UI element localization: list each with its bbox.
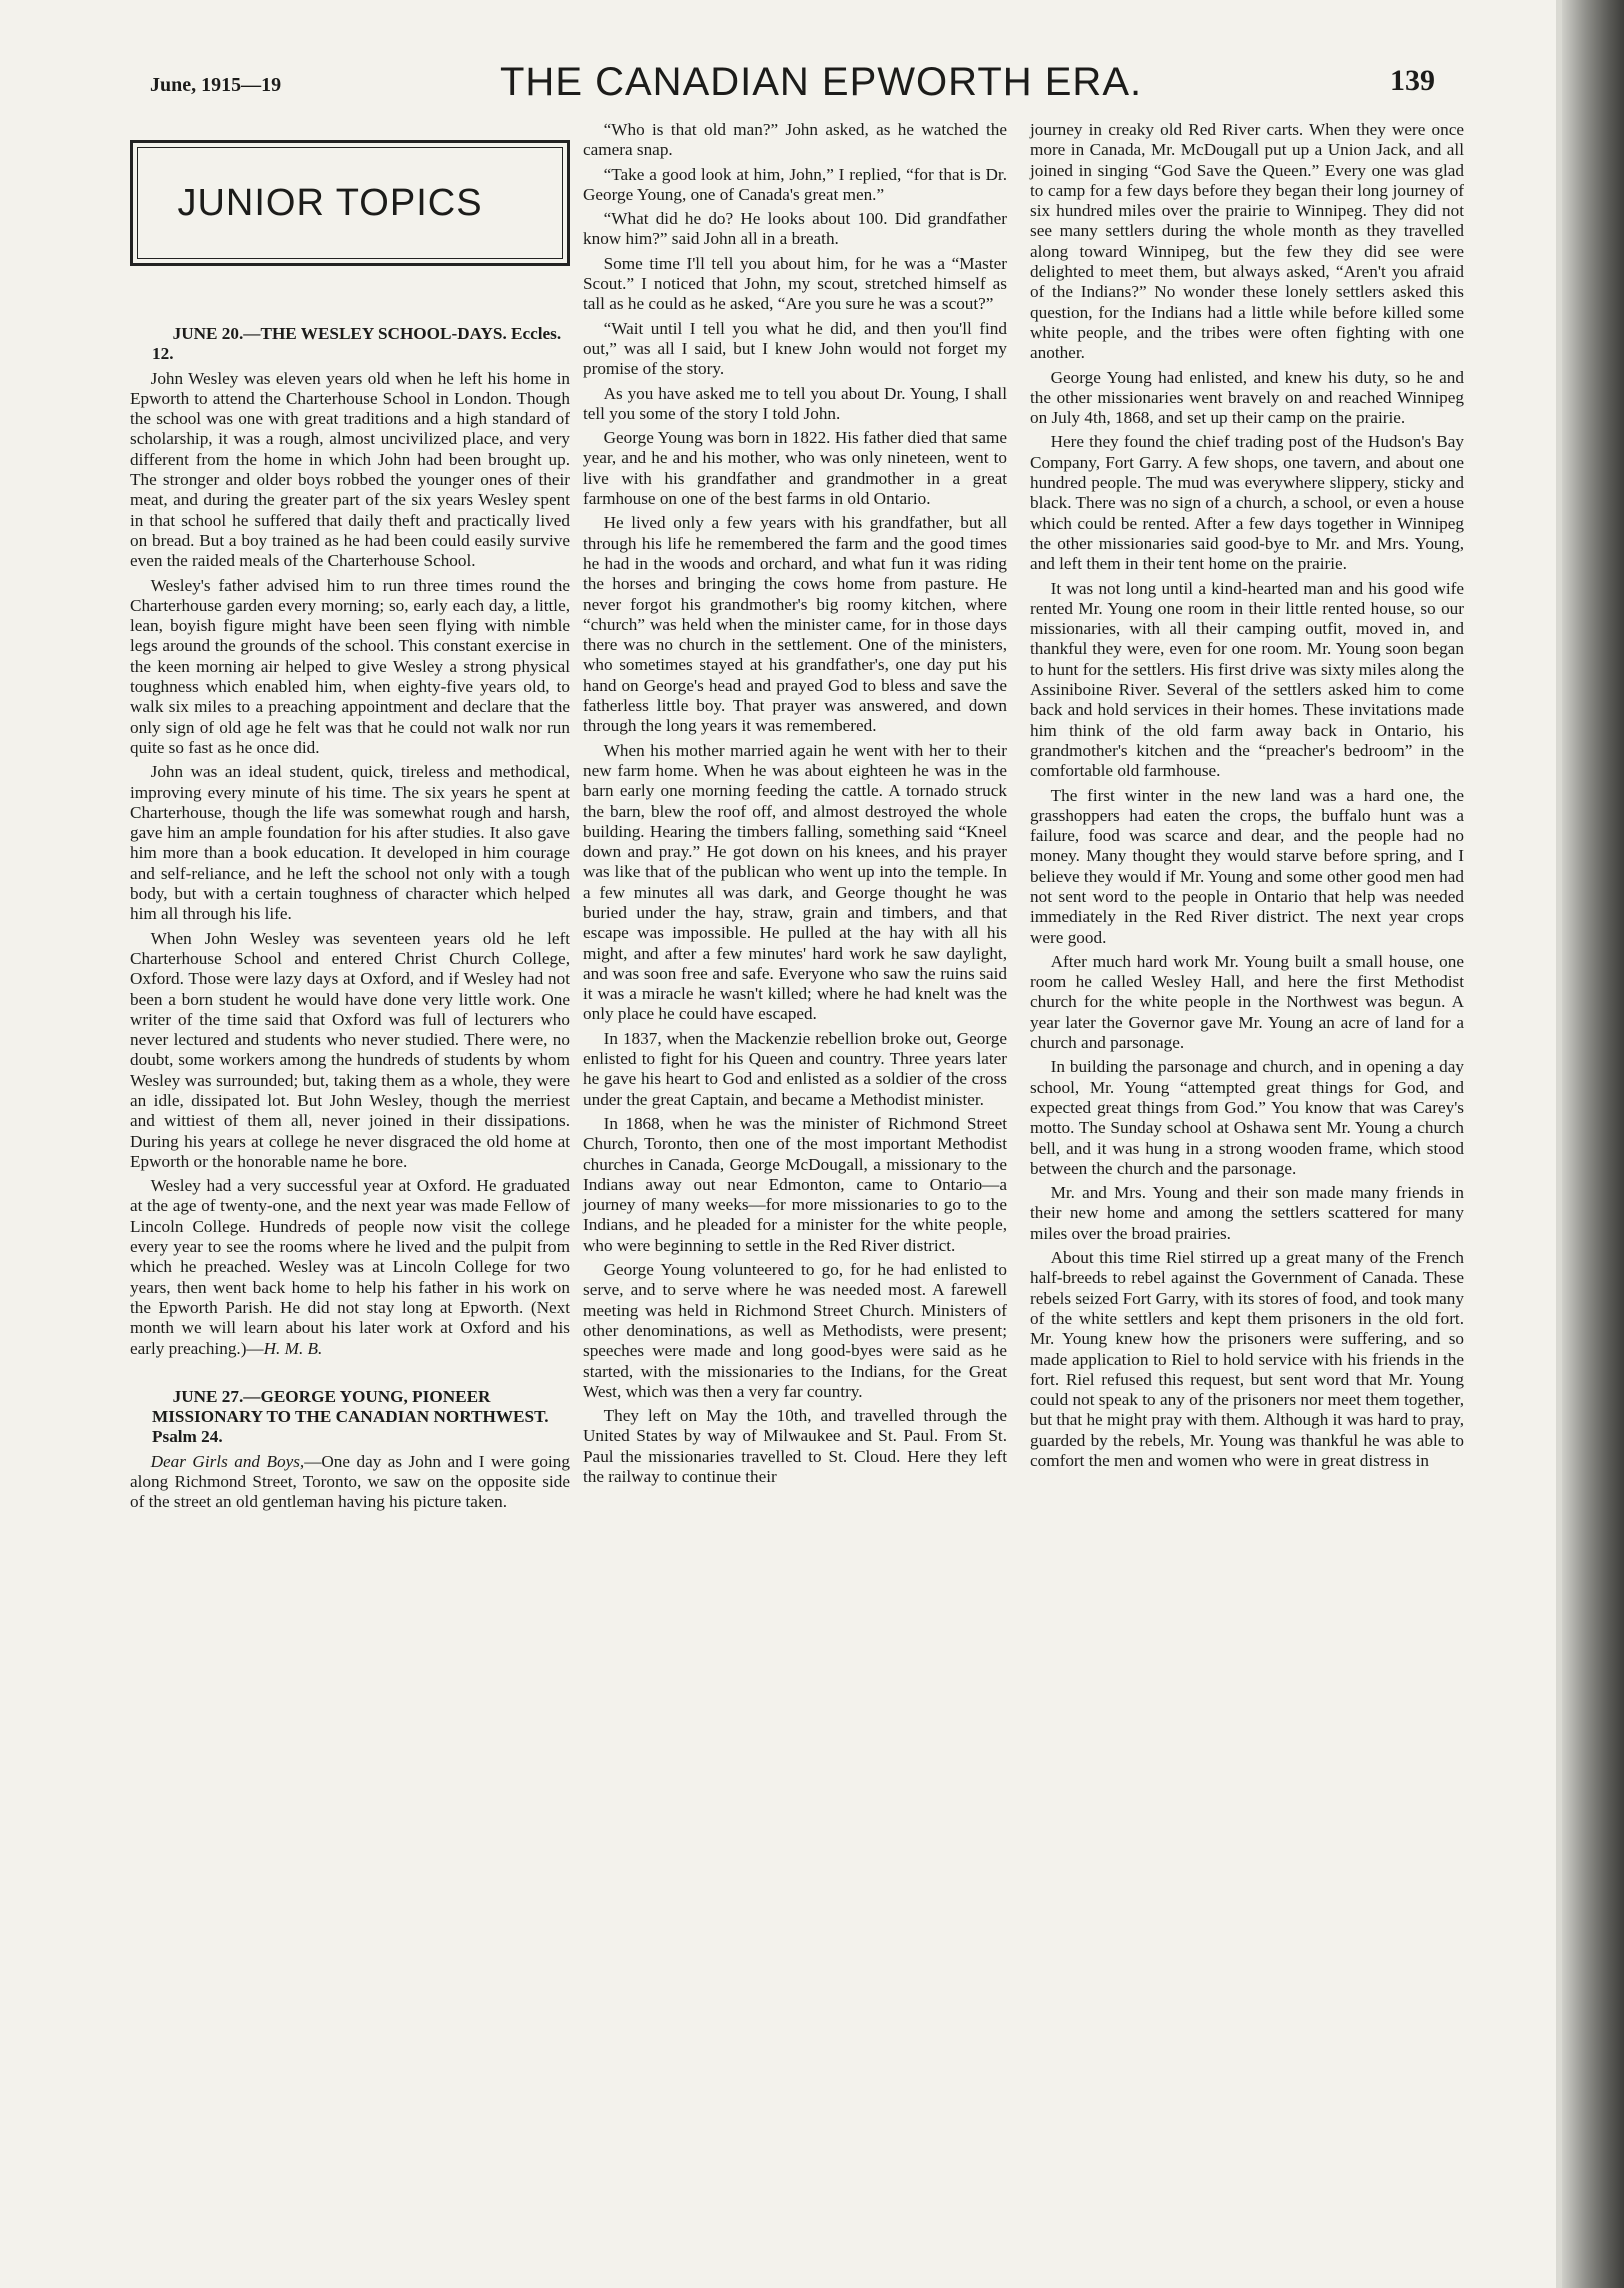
paragraph: George Young volunteered to go, for he had enlisted to serve, and to serve where he was needed most. A farewell meeting was held in Richmond Street Church. Ministers of other denominations, as well as Methodists, were present; speeches were made and long good-byes were said as he started, with the missionaries to the Indians, for the Great West, which was then a very far country. (583, 1260, 1007, 1401)
paragraph: “Who is that old man?” John asked, as he watched the camera snap. (583, 120, 1007, 160)
book-binding (1562, 0, 1624, 2288)
paragraph: John was an ideal student, quick, tireless and methodical, improving every minute of his time. The six years he spent at Charterhouse, though the life was somewhat rough and harsh, gave him an ample foundation for his after studies. It also gave him more than a book education. It developed in him courage and self-reliance, and he left the school not only with a tough body, but with a certain toughness of character which helped him all through his life. (130, 762, 570, 924)
publication-title: THE CANADIAN EPWORTH ERA. (500, 60, 1143, 104)
paragraph: Some time I'll tell you about him, for he was a “Master Scout.” I noticed that John, my scout, stretched himself as tall as he could as he asked, “Are you sure he was a scout?” (583, 253, 1007, 314)
issue-date: June, 1915—19 (150, 74, 282, 96)
greeting: Dear Girls and Boys, (150, 1451, 305, 1471)
paragraph: In 1868, when he was the minister of Richmond Street Church, Toronto, then one of the most important Methodist churches in Canada, George McDougall, a missionary to the Indians away out near Edmonton, came to Ontario—a journey of many weeks—for more missionaries to go to the Indians, and he pleaded for a minister for the white people, who were beginning to settle in the Red River district. (583, 1113, 1007, 1255)
paragraph: George Young had enlisted, and knew his duty, so he and the other missionaries went bravely on and reached Winnipeg on July 4th, 1868, and set up their camp on the prairie. (1030, 367, 1464, 428)
page-number: 139 (1390, 64, 1435, 97)
paragraph: When John Wesley was seventeen years old he left Charterhouse School and entered Christ Church College, Oxford. Those were lazy days at Oxford, and if Wesley had not been a born student he would have done very little work. One writer of the time said that Oxford was full of lecturers who never lectured and students who never studied. There were, no doubt, some workers among the hundreds of students by whom Wesley was surrounded; but, taking them as a whole, they were an idle, dissipated lot. But John Wesley, though the merriest and wittiest of them all, never joined in their dissipations. During his years at college he never disgraced the old home at Epworth or the honorable name he bore. (130, 928, 570, 1171)
column-2 (583, 120, 1007, 1491)
lesson-heading-young: JUNE 27.—GEORGE YOUNG, PIONEER MISSIONARY TO THE CANADIAN NORTHWEST. Psalm 24. (152, 1386, 549, 1447)
paragraph (130, 1452, 570, 1513)
paragraph: “Take a good look at him, John,” I replied, “for that is Dr. George Young, one of Canada's great men.” (583, 164, 1007, 204)
paragraph: Mr. and Mrs. Young and their son made many friends in their new home and among the settlers scattered for many miles over the broad prairies. (1030, 1183, 1464, 1243)
paragraph (130, 1176, 570, 1359)
section-title: JUNIOR TOPICS (177, 181, 483, 224)
paragraph-text: —One day as John and I were going along Richmond Street, Toronto, we saw on the opposite side of the street an old gentleman having his picture taken. (130, 1451, 570, 1512)
running-header (0, 60, 1540, 120)
column-3 (1030, 120, 1464, 1475)
paragraph: In 1837, when the Mackenzie rebellion broke out, George enlisted to fight for his Queen and country. Three years later he gave his heart to God and enlisted as a soldier of the cross under the great Captain, and became a Methodist minister. (583, 1028, 1007, 1109)
paragraph-text: Wesley had a very successful year at Oxford. He graduated at the age of twenty-one, and the next year was made Fellow of Lincoln College. Hundreds of people now visit the college every year to see the rooms where he lived and the pulpit from which he preached. Wesley was at Lincoln College for two years, then went back home to help his father in his work on the Epworth Parish. He did not stay long at Epworth. (Next month we will learn about his later work at Oxford and his early preaching.)— (130, 1176, 570, 1358)
paragraph: John Wesley was eleven years old when he left his home in Epworth to attend the Charterhouse School in London. Though the school was one with great traditions and a high standard of scholarship, it was a rough, almost uncivilized place, and very different from the home in which John had been brought up. The stronger and older boys robbed the younger ones of their meat, and during the greater part of the six years Wesley spent in that school he suffered that daily theft and practically lived on bread. But a boy trained as he had been could easily survive even the raided meals of the Charterhouse School. (130, 368, 570, 571)
paragraph: The first winter in the new land was a hard one, the grasshoppers had eaten the crops, the buffalo hunt was a failure, food was scarce and dear, and the people had no money. Many thought they would starve before spring, and I believe they would if Mr. Young and some other good men had not sent word to the people in Ontario that help was needed immediately in the Red River district. The next year crops were good. (1030, 785, 1464, 947)
paragraph: journey in creaky old Red River carts. When they were once more in Canada, Mr. McDougall put up a Union Jack, and all joined in singing “God Save the Queen.” Every one was glad to camp for a few days before they began their long journey of six hundred miles over the prairie to Winnipeg. They did not see many settlers during the whole month as they travelled along toward Winnipeg, but the few they did see were delighted to meet them, but always asked, “Aren't you afraid of the Indians?” No wonder these lonely settlers asked this question, for the Indians had a little while before killed some white people, and the tribes were often fighting with one another. (1030, 120, 1464, 363)
paragraph: When his mother married again he went with her to their new farm home. When he was about eighteen he was in the barn early one morning feeding the cattle. A tornado struck the barn, blew the roof off, and almost destroyed the whole building. Hearing the timbers falling, something said “Kneel down and pray.” He got down on his knees, and his prayer was like that of the publican who went up into the temple. In a few minutes all was dark, and George thought he was buried under the hay, straw, grain and timbers, and that escape was impossible. He pulled at the hay with all his might, and after a few minutes' hard work he saw daylight, and was soon free and safe. Everyone who saw the ruins said it was a miracle he wasn't killed; where he had knelt was the only place he could have escaped. (583, 740, 1007, 1024)
paragraph: Here they found the chief trading post of the Hudson's Bay Company, Fort Garry. A few shops, one tavern, and about one hundred people. The mud was everywhere slippery, sticky and black. There was no sign of a church, a school, or even a house which could be rented. After a few days together in Winnipeg the other missionaries said good-bye to Mr. and Mrs. Young, and left them in their tent home on the prairie. (1030, 432, 1465, 574)
paragraph: After much hard work Mr. Young built a small house, one room he called Wesley Hall, and here the first Methodist church for the white people in the Northwest was begun. A year later the Governor gave Mr. Young an acre of land for a church and parsonage. (1030, 951, 1464, 1053)
paragraph: “Wait until I tell you what he did, and then you'll find out,” was all I said, but I knew John would not forget my promise of the story. (583, 318, 1007, 379)
lesson-heading-wesley: JUNE 20.—THE WESLEY SCHOOL-DAYS. Eccles. 12. (152, 324, 562, 364)
paragraph: In building the parsonage and church, and in opening a day school, Mr. Young “attempted great things for God, and expected great things from God.” You know that was Carey's motto. The Sunday school at Oshawa sent Mr. Young a church bell, and it was hung in a strong wooden frame, which stood between the church and the parsonage. (1030, 1057, 1464, 1178)
paragraph: George Young was born in 1822. His father died that same year, and he and his mother, who was only nineteen, went to live with his grandfather and grandmother in a great farmhouse on one of the best farms in old Ontario. (583, 428, 1007, 509)
paragraph: It was not long until a kind-hearted man and his good wife rented Mr. Young one room in their little rented house, so our missionaries, with all their camping outfit, moved in, and thankful they were, even for one room. Mr. Young soon began to hunt for the settlers. His first drive was sixty miles along the Assiniboine River. Several of the settlers asked him to come back and hold services in their homes. These invitations made him think of the old farm away back in Ontario, his grandmother's kitchen and the “preacher's bedroom” in the comfortable old farmhouse. (1030, 578, 1464, 781)
paragraph: About this time Riel stirred up a great many of the French half-breeds to rebel against the Government of Canada. These rebels seized Fort Garry, with its stores of food, and took many of the white settlers and kept them prisoners in the old fort. Mr. Young knew how the prisoners were suffering, and so made application to Riel to hold service with his friends in the fort. Riel refused this request, but sent word that Mr. Young could not speak to any of the prisoners nor meet them together, but that he might pray with them. Although it was hard to pray, guarded by the rebels, Mr. Young was thankful he was able to comfort the men and women who were in great distress in (1030, 1248, 1464, 1470)
paragraph: As you have asked me to tell you about Dr. Young, I shall tell you some of the story I told John. (583, 383, 1007, 423)
author-signature: H. M. B. (263, 1338, 323, 1358)
column-1 (130, 120, 570, 1517)
paragraph: He lived only a few years with his grandfather, but all through his life he remembered the farm and the good times he had in the woods and orchard, and what fun it was riding the horses and bringing the cows home from pasture. He never forgot his grandmother's big roomy kitchen, where “church” was held when the minister came, for in those days there was no church in the settlement. One of the ministers, who sometimes stayed at his grandfather's, one day put his hand on George's head and prayed God to bless and save the fatherless little boy. That prayer was answered, and down through the long years it was remembered. (583, 513, 1007, 736)
paragraph: “What did he do? He looks about 100. Did grandfather know him?” said John all in a breath. (583, 209, 1007, 249)
paragraph: Wesley's father advised him to run three times round the Charterhouse garden every morning; so, early each day, a little, lean, boyish figure might have been seen flying with nimble legs around the grounds of the school. This constant exercise in the keen morning air helped to give Wesley a strong physical toughness which enabled him, when eighty-five years old, to walk six miles to a preaching appointment and declare that the only sign of old age he felt was that he could not walk nor run quite so fast as he once did. (130, 575, 570, 757)
section-title-box (130, 140, 570, 266)
paragraph: They left on May the 10th, and travelled through the United States by way of Milwaukee and St. Paul. From St. Paul the missionaries travelled to St. Cloud. Here they left the railway to continue their (583, 1406, 1007, 1486)
